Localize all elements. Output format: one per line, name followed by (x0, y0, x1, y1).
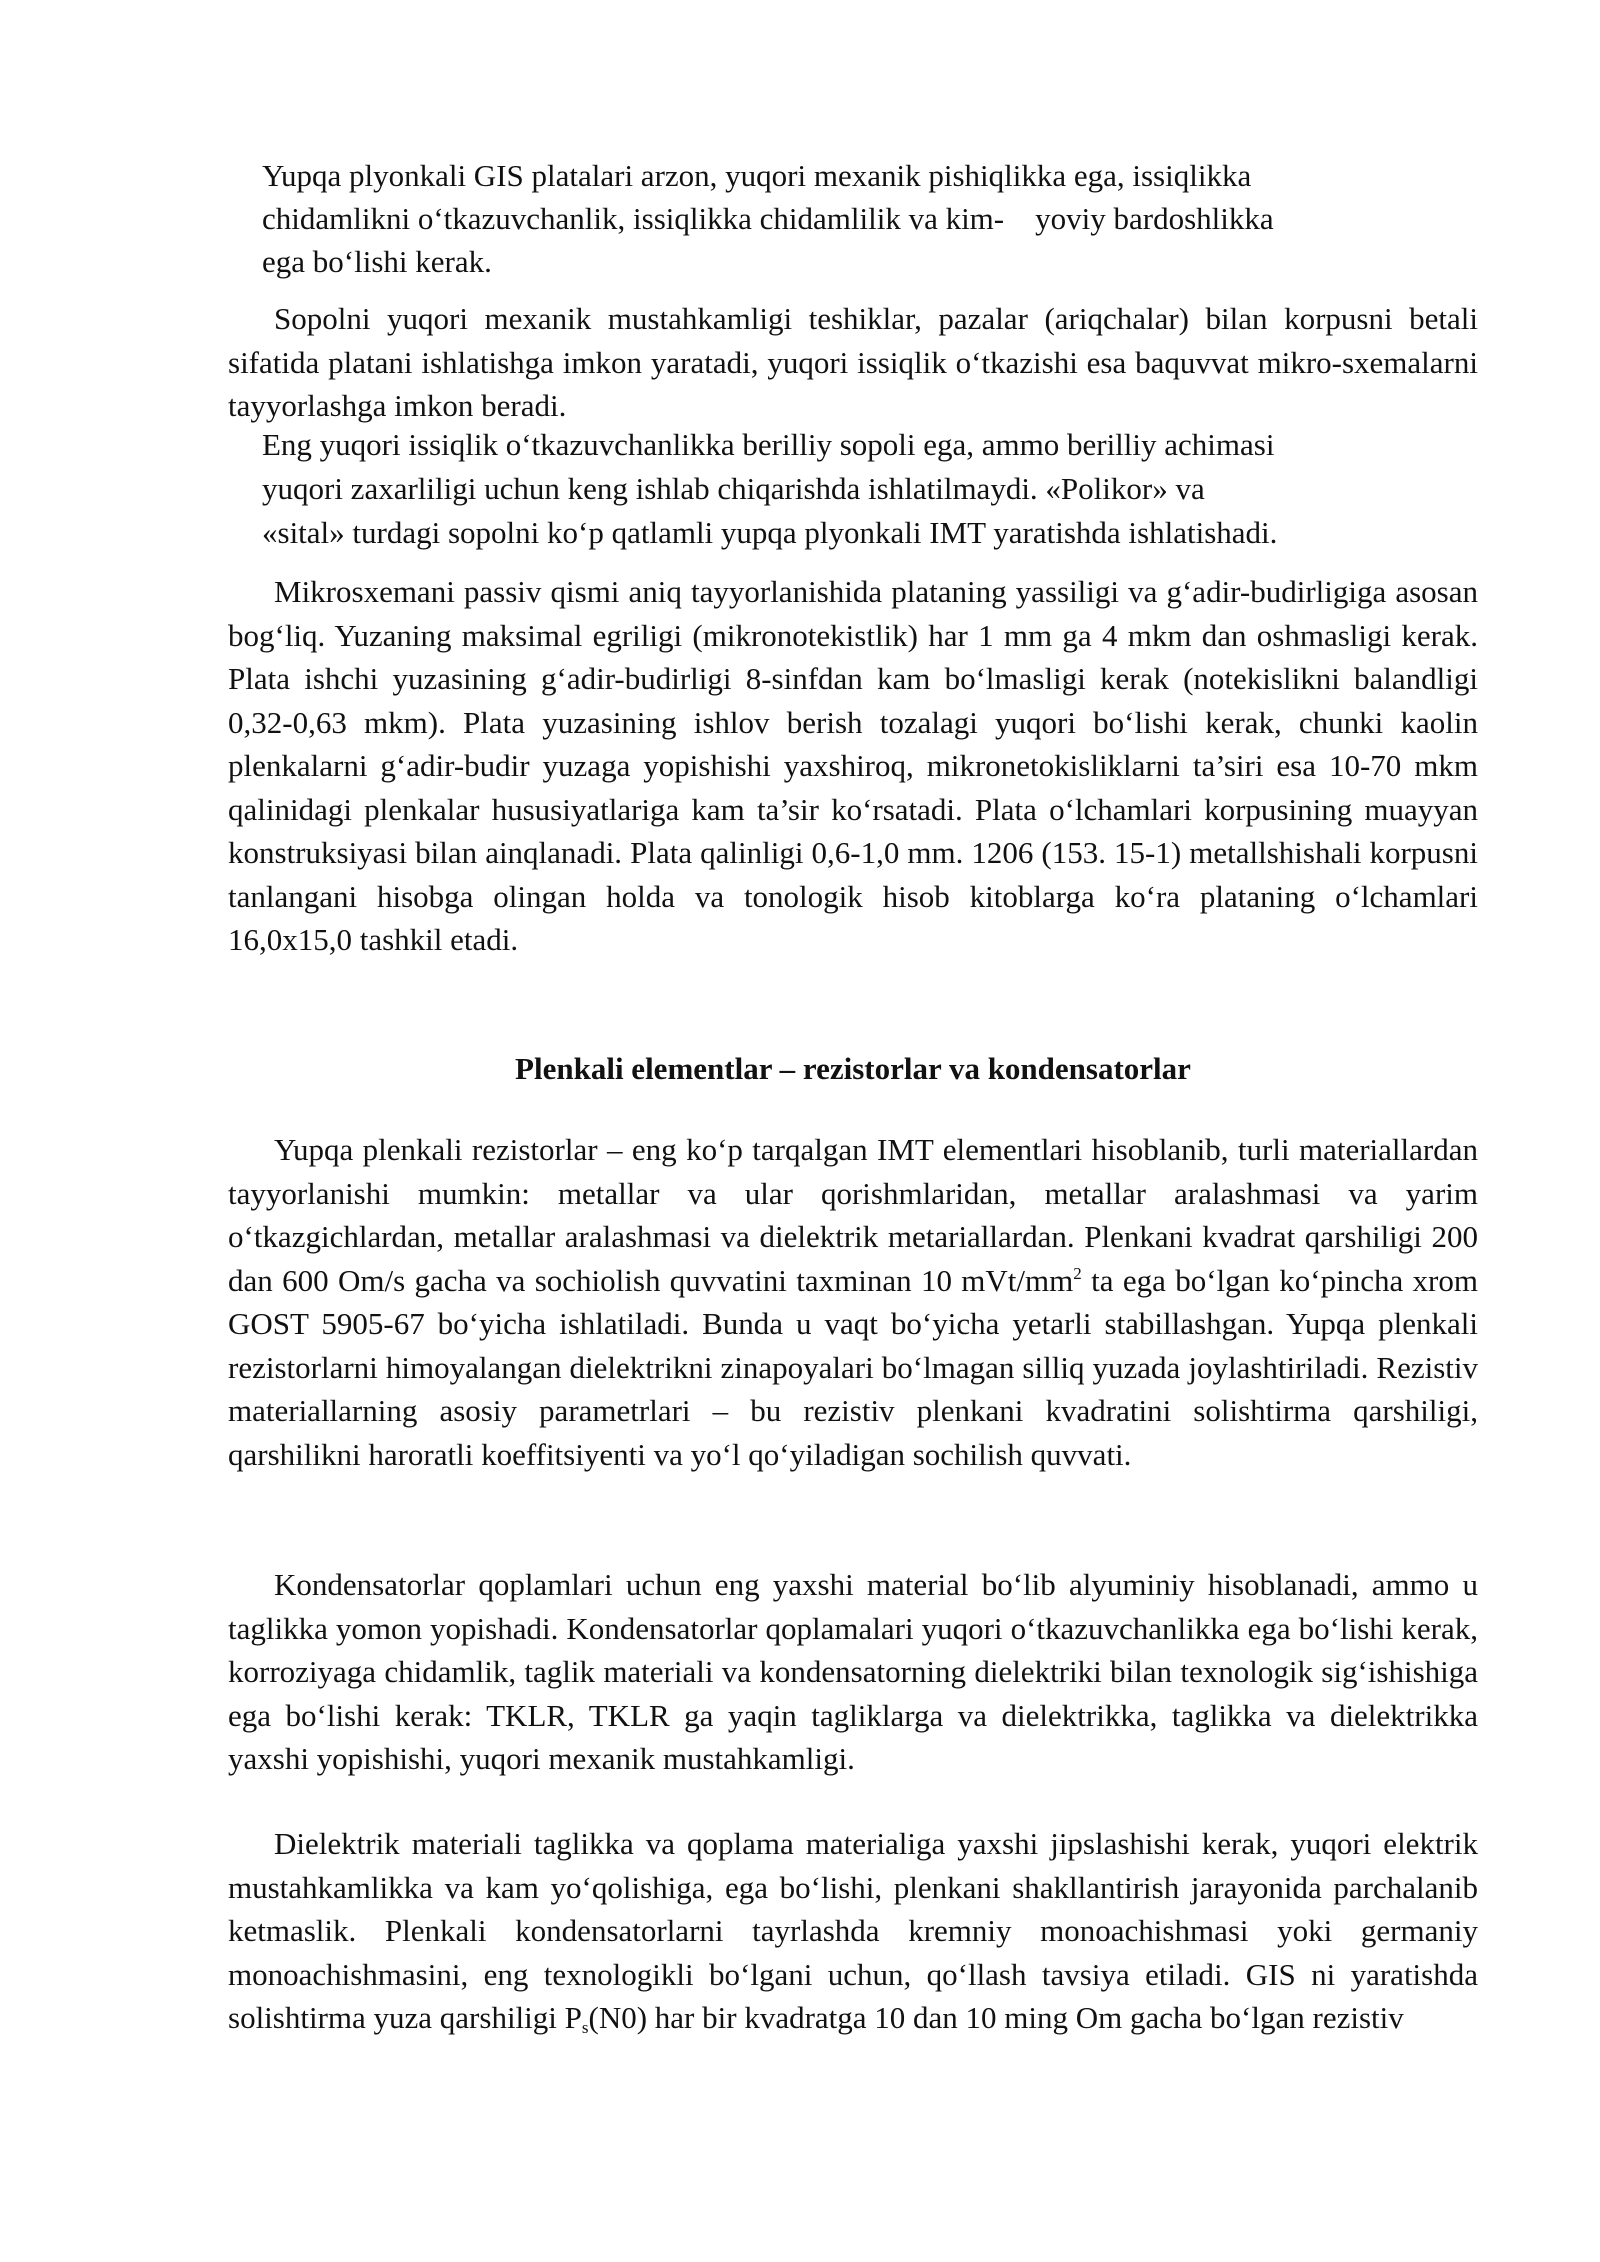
berilliy-line-3: «sital» turdagi sopolni ko‘p qatlamli yupqa plyonkali IMT yaratishda ishlatishadi. (262, 515, 1278, 550)
dielektrik-paragraph (228, 1822, 1478, 2040)
rezistor-text-start: Yupqa plenkali rezistorlar – eng ko‘p tarqalgan IMT elementlari hisoblanib, turli materiallardan tayyorlanishi mumkin: metallar va ular qorishmlaridan, metallar aralashmasi va yarim o‘tkazgichlardan, metallar aralashmasi va dielektrik metariallardan. Plenkani kvadrat qarshiligi 200 dan 600 Om/s gacha va sochiolish quvvatini taxminan 10 mVt/mm (228, 1132, 1478, 1298)
sopol-paragraph: Sopolni yuqori mexanik mustahkamligi teshiklar, pazalar (ariqchalar) bilan korpusni betali sifatida platani ishlatishga imkon yaratadi, yuqori issiqlik o‘tkazishi esa baquvvat mikro-sxemalarni tayyorlashga imkon beradi. (228, 301, 1478, 423)
intro-line-2: chidamlikni o‘tkazuvchanlik, issiqlikka chidamlilik va kim- yoviy bardoshlikka (262, 201, 1274, 236)
berilliy-line-1: Eng yuqori issiqlik o‘tkazuvchanlikka berilliy sopoli ega, ammo berilliy achimasi (262, 427, 1275, 462)
subscript-s: s (581, 2018, 589, 2037)
berilliy-paragraph (262, 423, 1478, 555)
superscript-2: 2 (1073, 1263, 1082, 1283)
kondensator-paragraph: Kondensatorlar qoplamlari uchun eng yaxshi material bo‘lib alyuminiy hisoblanadi, ammo u taglikka yomon yopishadi. Kondensatorlar qoplamalari yuqori o‘tkazuvchanlikka ega bo‘lishi kerak, korroziyaga chidamlik, taglik materiali va kondensatorning dielektriki bilan texnologik sig‘ishishiga ega bo‘lishi kerak: TKLR, TKLR ga yaqin tagliklarga va dielektrikka, taglikka va dielektrikka yaxshi yopishishi, yuqori mexanik mustahkamligi. (228, 1567, 1478, 1776)
mikrosxema-paragraph: Mikrosxemani passiv qismi aniq tayyorlanishida plataning yassiligi va g‘adir-budirligiga asosan bog‘liq. Yuzaning maksimal egriligi (mikronotekistlik) har 1 mm ga 4 mkm dan oshmasligi kerak. Plata ishchi yuzasining g‘adir-budirligi 8-sinfdan kam bo‘lmasligi kerak (notekislikni balandligi 0,32-0,63 mkm). Plata yuzasining ishlov berish tozalagi yuqori bo‘lishi kerak, chunki kaolin plenkalarni g‘adir-budir yuzaga yopishishi yaxshiroq, mikronetokisliklarni ta’siri esa 10-70 mkm qalinidagi plenkalar hususiyatlariga kam ta’sir ko‘rsatadi. Plata o‘lchamlari korpusining muayyan konstruksiyasi bilan ainqlanadi. Plata qalinligi 0,6-1,0 mm. 1206 (153. 15-1) metallshishali korpusni tanlangani hisobga olingan holda va tonologik hisob kitoblarga ko‘ra plataning o‘lchamlari 16,0x15,0 tashkil etadi. (228, 574, 1478, 957)
intro-paragraph (262, 154, 1484, 283)
intro-line-3: ega bo‘lishi kerak. (262, 244, 492, 279)
rezistor-text-end: ta ega bo‘lgan ko‘pincha xrom GOST 5905-67 bo‘yicha ishlatiladi. Bunda u vaqt bo‘yicha yetarli stabillashgan. Yupqa plenkali rezistorlarni himoyalangan dielektrikni zinapoyalari bo‘lmagan silliq yuzada joylashtiriladi. Rezistiv materiallarning asosiy parametrlari – bu rezistiv plenkani kvadratini solishtirma qarshiligi, qarshilikni haroratli koeffitsiyenti va yo‘l qo‘yiladigan sochilish quvvati. (228, 1262, 1478, 1472)
intro-line-1: Yupqa plyonkali GIS platalari arzon, yuqori mexanik pishiqlikka ega, issiqlikka (262, 158, 1252, 193)
dielektrik-text-end: (N0) har bir kvadratga 10 dan 10 ming Om gacha bo‘lgan rezistiv (588, 2000, 1404, 2035)
dielektrik-text-start: Dielektrik materiali taglikka va qoplama materialiga yaxshi jipslashishi kerak, yuqori elektrik mustahkamlikka va kam yo‘qolishiga, ega bo‘lishi, plenkani shakllantirish jarayonida parchalanib ketmaslik. Plenkali kondensatorlarni tayrlashda kremniy monoachishmasi yoki germaniy monoachishmasini, eng texnologikli bo‘lgani uchun, qo‘llash tavsiya etiladi. GIS ni yaratishda solishtirma yuza qarshiligi P (228, 1826, 1478, 2035)
section-heading: Plenkali elementlar – rezistorlar va kondensatorlar (515, 1051, 1191, 1086)
berilliy-line-2: yuqori zaxarliligi uchun keng ishlab chiqarishda ishlatilmaydi. «Polikor» va (262, 471, 1205, 506)
rezistor-paragraph (228, 1128, 1478, 1476)
